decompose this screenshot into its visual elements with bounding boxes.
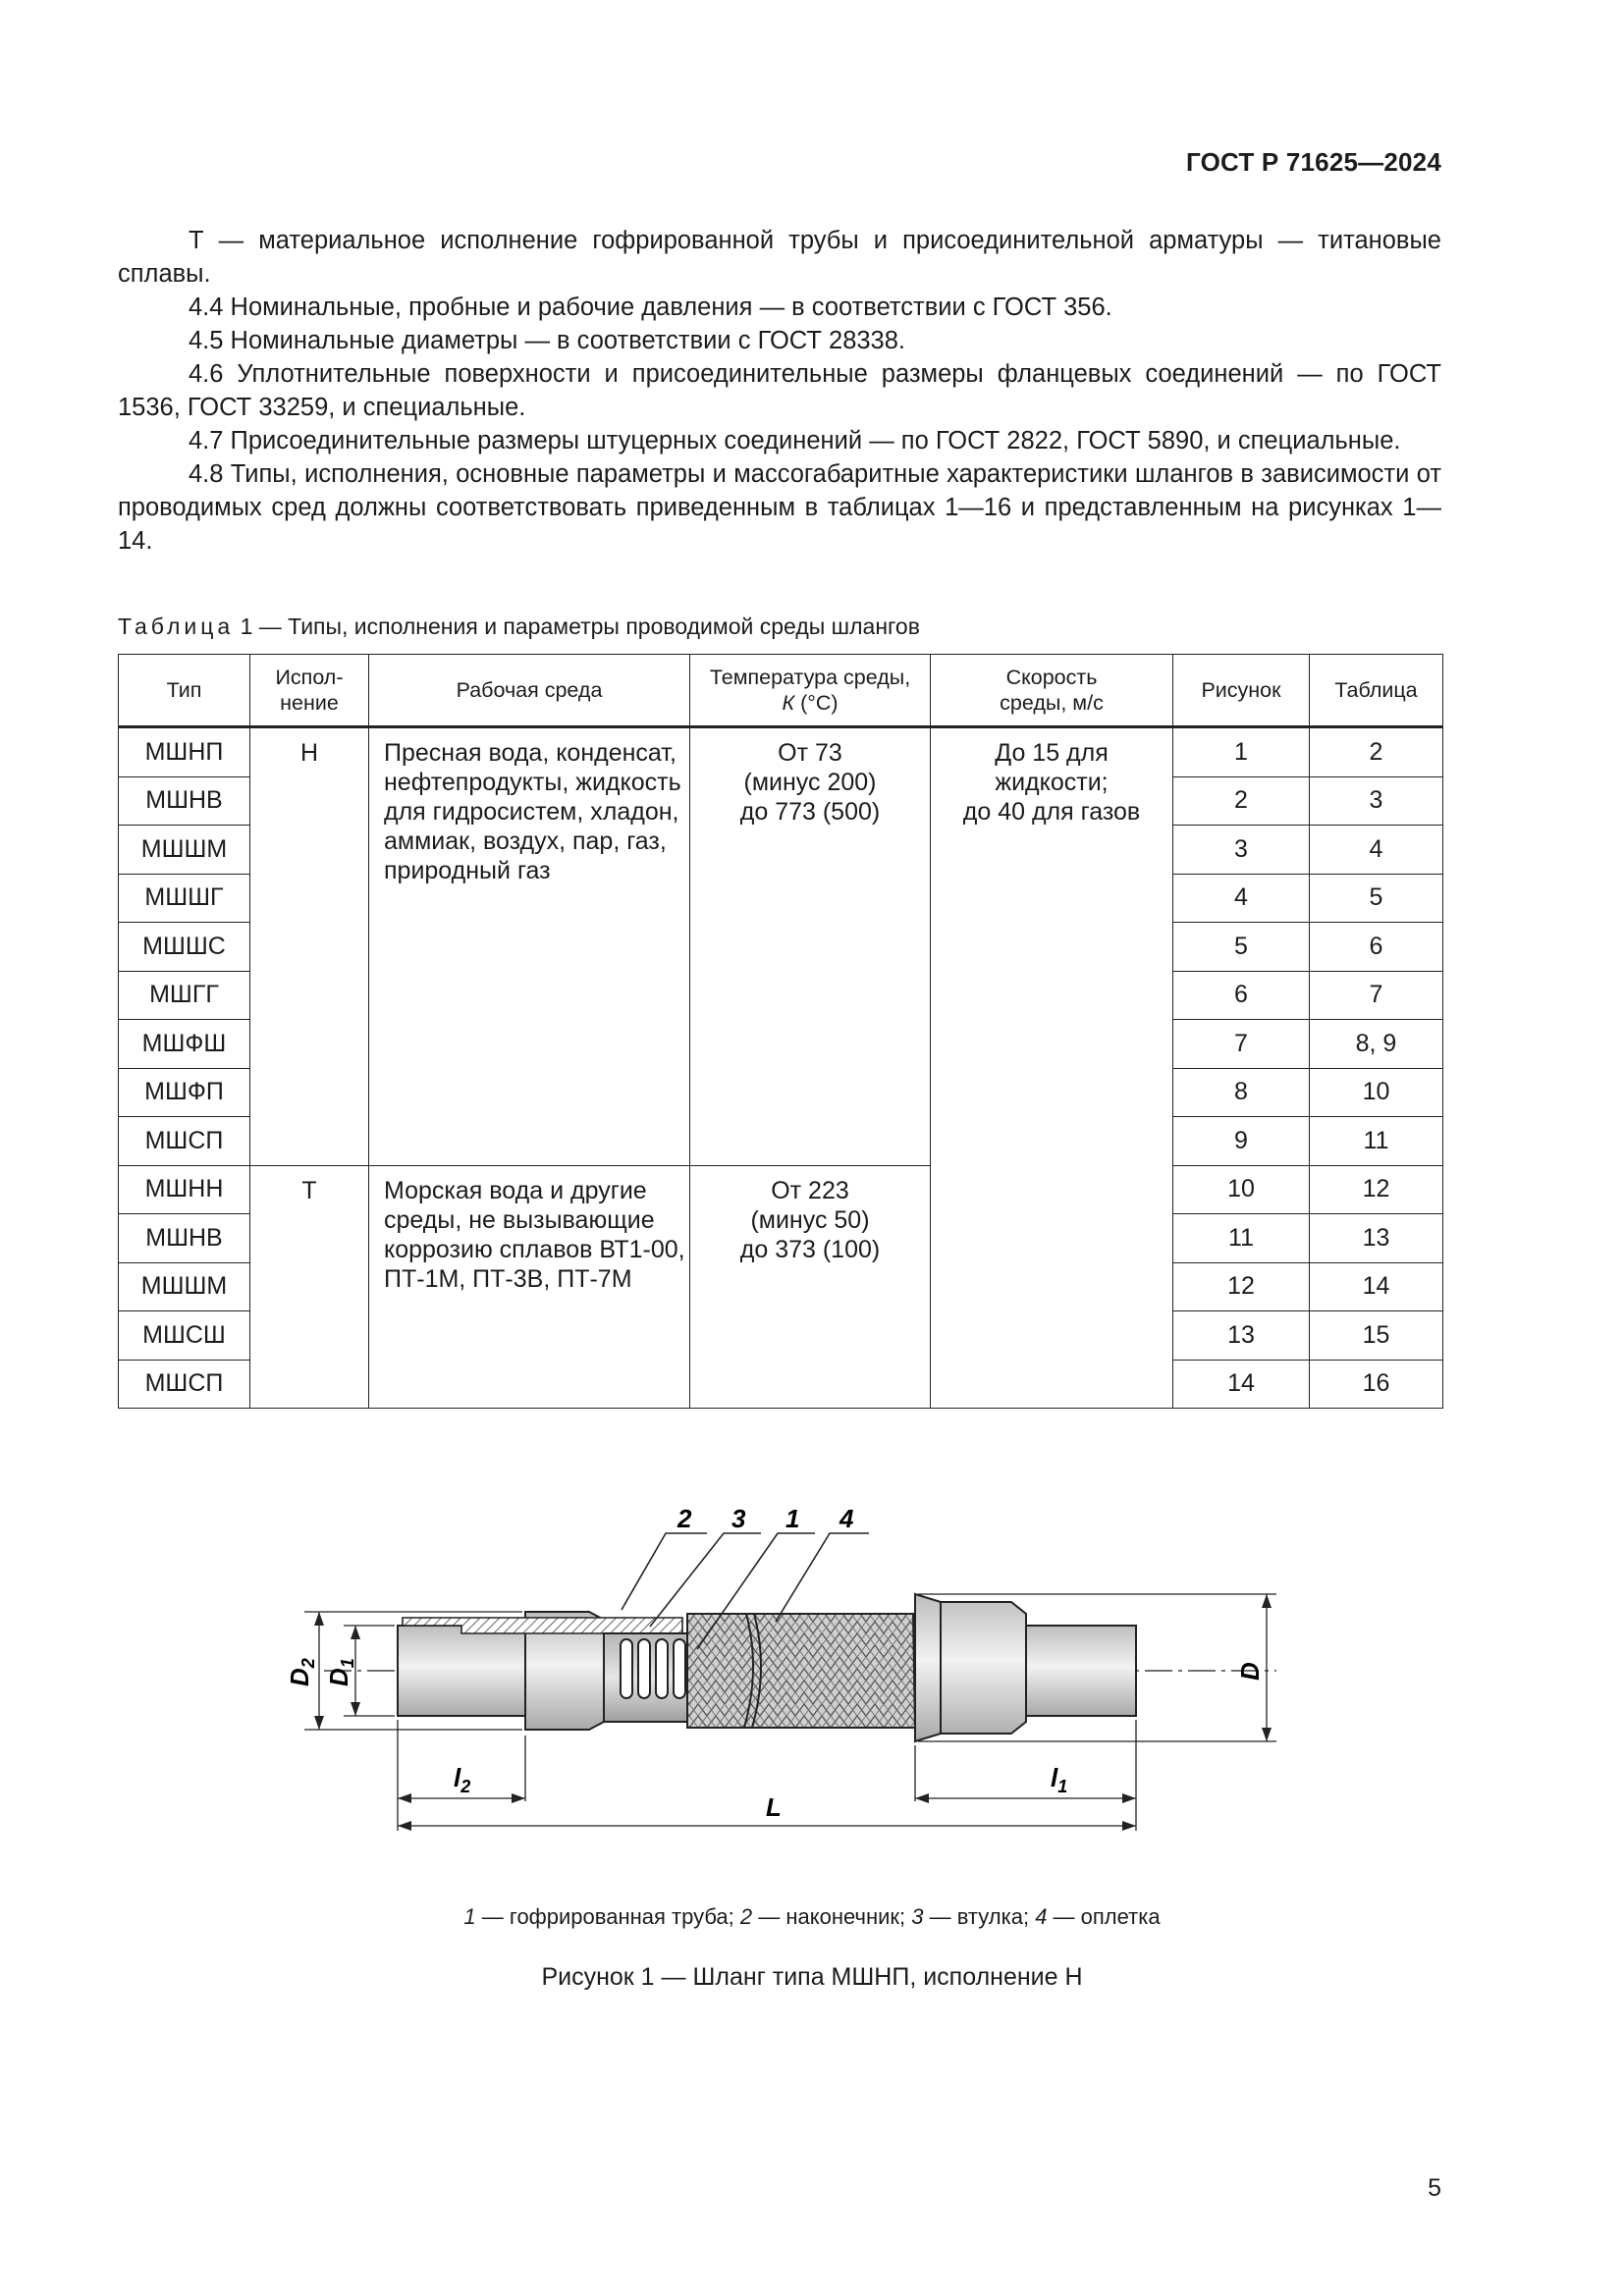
cell-medium-h: Пресная вода, конденсат, нефтепродукты, жидкость для гидросистем, хладон, аммиак, воздух, пар, газ, природный газ bbox=[369, 727, 690, 1166]
dim-d1: $D_1$ bbox=[324, 1658, 357, 1686]
table-caption-text: 1 — Типы, исполнения и параметры проводимой среды шлангов bbox=[234, 614, 920, 639]
cell-figure: 2 bbox=[1173, 776, 1310, 826]
cell-table: 2 bbox=[1310, 727, 1443, 777]
header-speed: Скорость среды, м/с bbox=[931, 655, 1173, 727]
dim-L: L bbox=[766, 1792, 782, 1822]
cell-table: 10 bbox=[1310, 1068, 1443, 1117]
left-nipple bbox=[398, 1626, 525, 1716]
cell-type: МШФШ bbox=[119, 1020, 250, 1069]
callout-3: 3 bbox=[731, 1504, 746, 1533]
cell-table: 15 bbox=[1310, 1311, 1443, 1361]
header-type: Тип bbox=[119, 655, 250, 727]
cell-speed: До 15 для жидкости; до 40 для газов bbox=[931, 727, 1173, 1409]
cell-table: 3 bbox=[1310, 776, 1443, 826]
dim-l1: $l_1$ bbox=[1051, 1763, 1068, 1796]
header-temperature: Температура среды, К (°С) bbox=[690, 655, 931, 727]
body-text bbox=[118, 224, 1441, 558]
cell-medium-t: Морская вода и другие среды, не вызывающие коррозию сплавов ВТ1-00, ПТ-1М, ПТ-3В, ПТ-7М bbox=[369, 1165, 690, 1409]
table-row bbox=[119, 727, 1443, 777]
cell-table: 13 bbox=[1310, 1214, 1443, 1263]
cell-type: МШНН bbox=[119, 1165, 250, 1214]
cell-type: МШГГ bbox=[119, 971, 250, 1020]
cell-figure: 4 bbox=[1173, 874, 1310, 923]
cell-table: 12 bbox=[1310, 1165, 1443, 1214]
header-figure: Рисунок bbox=[1173, 655, 1310, 727]
document-id: ГОСТ Р 71625—2024 bbox=[1186, 147, 1441, 177]
cell-execution-t: Т bbox=[250, 1165, 369, 1409]
header-table: Таблица bbox=[1310, 655, 1443, 727]
page-number: 5 bbox=[1428, 2174, 1441, 2202]
cell-type: МШСШ bbox=[119, 1311, 250, 1361]
paragraph-4-8: 4.8 Типы, исполнения, основные параметры и массогабаритные характеристики шлангов в зависимости от проводимых сред должны соответствовать приведенным в таблицах 1—16 и представленным на рисунках 1—14. bbox=[118, 460, 1441, 555]
cell-table: 16 bbox=[1310, 1360, 1443, 1409]
cell-figure: 14 bbox=[1173, 1360, 1310, 1409]
cell-table: 5 bbox=[1310, 874, 1443, 923]
cell-table: 11 bbox=[1310, 1117, 1443, 1166]
cell-figure: 13 bbox=[1173, 1311, 1310, 1361]
table-header-row bbox=[119, 655, 1443, 727]
cell-table: 14 bbox=[1310, 1262, 1443, 1311]
cell-temperature-h: От 73 (минус 200) до 773 (500) bbox=[690, 727, 931, 1166]
cell-execution-h: Н bbox=[250, 727, 369, 1166]
header-medium: Рабочая среда bbox=[369, 655, 690, 727]
paragraph-4-5: 4.5 Номинальные диаметры — в соответствии с ГОСТ 28338. bbox=[189, 327, 905, 354]
cell-table: 7 bbox=[1310, 971, 1443, 1020]
paragraph-titanium: Т — материальное исполнение гофрированной трубы и присоединительной арматуры — титановые сплавы. bbox=[118, 227, 1441, 288]
cell-figure: 9 bbox=[1173, 1117, 1310, 1166]
paragraph-4-7: 4.7 Присоединительные размеры штуцерных соединений — по ГОСТ 2822, ГОСТ 5890, и специальные. bbox=[189, 427, 1401, 454]
hose-drawing bbox=[265, 1492, 1316, 1865]
cell-temperature-t: От 223 (минус 50) до 373 (100) bbox=[690, 1165, 931, 1409]
cell-figure: 1 bbox=[1173, 727, 1310, 777]
cell-type: МШШМ bbox=[119, 1262, 250, 1311]
cell-figure: 3 bbox=[1173, 826, 1310, 875]
cell-type: МШНП bbox=[119, 727, 250, 777]
cell-type: МШШГ bbox=[119, 874, 250, 923]
spec-table bbox=[118, 654, 1443, 1409]
cell-type: МШСП bbox=[119, 1117, 250, 1166]
table-caption bbox=[118, 614, 920, 640]
cell-figure: 6 bbox=[1173, 971, 1310, 1020]
cell-figure: 7 bbox=[1173, 1020, 1310, 1069]
cell-figure: 10 bbox=[1173, 1165, 1310, 1214]
cell-table: 8, 9 bbox=[1310, 1020, 1443, 1069]
cell-figure: 12 bbox=[1173, 1262, 1310, 1311]
cell-table: 6 bbox=[1310, 923, 1443, 972]
cell-type: МШСП bbox=[119, 1360, 250, 1409]
right-nipple bbox=[1026, 1626, 1136, 1716]
cell-figure: 8 bbox=[1173, 1068, 1310, 1117]
dim-d2: $D_2$ bbox=[285, 1658, 318, 1686]
figure-legend: 1 — гофрированная труба; 2 — наконечник; 3 — втулка; 4 — оплетка bbox=[463, 1904, 1161, 1929]
callout-2: 2 bbox=[677, 1504, 692, 1533]
dim-d: D bbox=[1235, 1662, 1265, 1681]
braid bbox=[687, 1614, 915, 1728]
table-row bbox=[119, 1165, 1443, 1214]
cell-type: МШШС bbox=[119, 923, 250, 972]
callout-4: 4 bbox=[839, 1504, 854, 1533]
header-execution: Испол- нение bbox=[250, 655, 369, 727]
table-caption-word: Таблица bbox=[118, 614, 235, 639]
cell-type: МШШМ bbox=[119, 826, 250, 875]
cell-figure: 5 bbox=[1173, 923, 1310, 972]
cell-type: МШНВ bbox=[119, 776, 250, 826]
cell-table: 4 bbox=[1310, 826, 1443, 875]
figure-caption: Рисунок 1 — Шланг типа МШНП, исполнение Н bbox=[541, 1963, 1083, 1991]
cell-type: МШФП bbox=[119, 1068, 250, 1117]
right-tip bbox=[915, 1594, 1026, 1741]
cell-type: МШНВ bbox=[119, 1214, 250, 1263]
dim-l2: $l_2$ bbox=[454, 1763, 471, 1796]
paragraph-4-4: 4.4 Номинальные, пробные и рабочие давления — в соответствии с ГОСТ 356. bbox=[189, 294, 1112, 321]
cell-figure: 11 bbox=[1173, 1214, 1310, 1263]
callout-1: 1 bbox=[785, 1504, 800, 1533]
paragraph-4-6: 4.6 Уплотнительные поверхности и присоединительные размеры фланцевых соединений — по ГОСТ 1536, ГОСТ 33259, и специальные. bbox=[118, 360, 1441, 421]
